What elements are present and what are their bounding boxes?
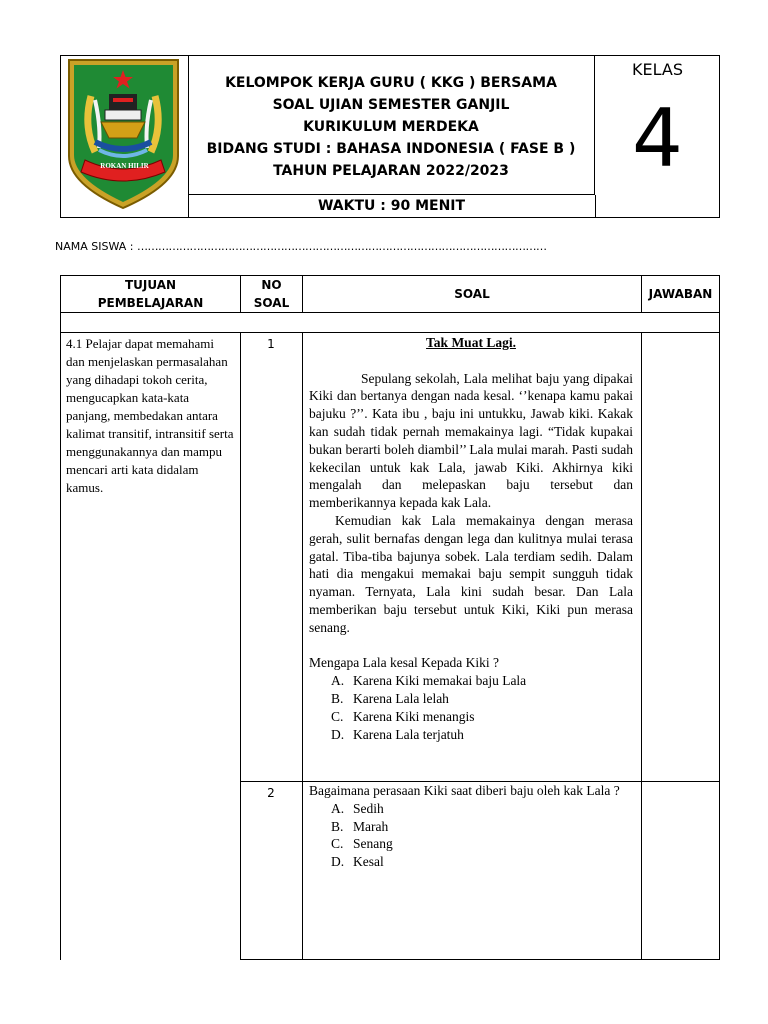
option-c <box>309 708 633 726</box>
option-d <box>309 726 633 744</box>
title-line-4: BIDANG STUDI : BAHASA INDONESIA ( FASE B ) <box>206 141 576 157</box>
option-text: Karena Kiki menangis <box>353 708 475 724</box>
question-2 <box>309 782 625 871</box>
option-b <box>309 690 633 708</box>
option-letter: A. <box>331 673 345 689</box>
option-text: Marah <box>353 818 389 834</box>
question-number-1: 1 <box>267 337 275 351</box>
option-text: Karena Kiki memakai baju Lala <box>353 673 527 689</box>
table-divider-2 <box>302 333 303 960</box>
table-border-left <box>60 333 61 960</box>
header-no-soal-label: NO SOAL <box>253 278 290 310</box>
story-paragraph-2: Kemudian kak Lala memakainya dengan merasa gerah, sulit bernafas dengan lega dan kulitnya mulai terasa gatal. Tiba-tiba bajunya sobek. Lala terdiam sedih. Dalam hati dia mengakui memakai baju sempit sungguh tidak nyaman. Ternyata, Lala kini sudah besar. Dan Lala memberikan baju tersebut untuk Kiki, Kiki pun merasa senang. <box>309 512 633 635</box>
option-letter: D. <box>331 726 345 742</box>
table-bottom <box>240 959 720 960</box>
header-tujuan <box>60 275 241 313</box>
class-label: KELAS <box>632 60 683 79</box>
header-soal: SOAL <box>302 275 642 313</box>
option-text: Karena Lala terjatuh <box>353 726 464 742</box>
rokan-hilir-emblem-icon <box>61 56 188 217</box>
exam-title-block <box>188 56 595 195</box>
title-line-3: KURIKULUM MERDEKA <box>303 119 479 135</box>
exam-header <box>60 55 720 218</box>
option-a <box>309 672 633 690</box>
table-divider-1 <box>240 333 241 960</box>
logo-cell <box>61 56 189 217</box>
option-text: Karena Lala lelah <box>353 690 449 706</box>
story-title: Tak Muat Lagi. <box>426 335 516 350</box>
title-line-1: KELOMPOK KERJA GURU ( KKG ) BERSAMA <box>225 75 557 91</box>
option-letter: D. <box>331 854 345 870</box>
student-name-line <box>55 240 546 253</box>
option-letter: B. <box>331 818 344 834</box>
question-1-options <box>309 672 633 743</box>
question-number-2: 2 <box>267 786 275 800</box>
class-cell <box>596 56 719 217</box>
table-divider-3 <box>641 333 642 960</box>
logo-text: ROKAN HILIR <box>100 162 149 170</box>
student-name-label: NAMA SISWA : <box>55 240 134 253</box>
option-d <box>309 853 625 871</box>
question-2-options <box>309 800 625 871</box>
spacer-row <box>60 313 720 333</box>
option-a <box>309 800 625 818</box>
header-jawaban: JAWABAN <box>641 275 720 313</box>
title-line-2: SOAL UJIAN SEMESTER GANJIL <box>272 97 510 113</box>
student-name-blank: ……………………………………………………………………………………………………… <box>136 240 547 253</box>
option-text: Kesal <box>353 854 384 870</box>
title-line-5: TAHUN PELAJARAN 2022/2023 <box>273 163 509 179</box>
question-1-text: Mengapa Lala kesal Kepada Kiki ? <box>309 655 500 671</box>
question-1 <box>309 334 633 743</box>
question-2-text: Bagaimana perasaan Kiki saat diberi baju oleh kak Lala ? <box>309 783 620 798</box>
learning-objective: 4.1 Pelajar dapat memahami dan menjelaskan permasalahan yang dihadapi tokoh cerita, mengucapkan kata-kata panjang, membedakan antara kalimat transitif, intransitif serta menggunakannya dan mampu mencari arti kata didalam kamus. <box>66 336 234 495</box>
table-border-right <box>719 333 720 960</box>
option-letter: A. <box>331 800 345 816</box>
option-c <box>309 835 625 853</box>
class-number: 4 <box>632 92 683 185</box>
option-b <box>309 818 625 836</box>
option-letter: C. <box>331 708 344 724</box>
story-paragraph-1: Sepulang sekolah, Lala melihat baju yang dipakai Kiki dan bertanya dengan nada kesal. ‘’kenapa kamu pakai bajuku ?’’. Kata ibu , baju ini untukku, Jawab kiki. Kakak kan sudah tidak pernah memakainya lagi. “Tidak kupakai bukan berarti boleh diambil’’ Lala mulai marah. Pasti sudah kekecilan untuk kak Lala, jawab Kiki. Akhirnya kiki mengalah dan melepaskan baju tersebut dan memberikannya kepada kak Lala. <box>309 370 633 511</box>
time-limit: WAKTU : 90 MENIT <box>188 195 596 217</box>
option-letter: C. <box>331 836 344 852</box>
option-text: Senang <box>353 836 393 852</box>
header-no-soal <box>240 275 303 313</box>
option-letter: B. <box>331 690 344 706</box>
header-tujuan-label: TUJUAN PEMBELAJARAN <box>97 278 204 310</box>
option-text: Sedih <box>353 800 384 816</box>
